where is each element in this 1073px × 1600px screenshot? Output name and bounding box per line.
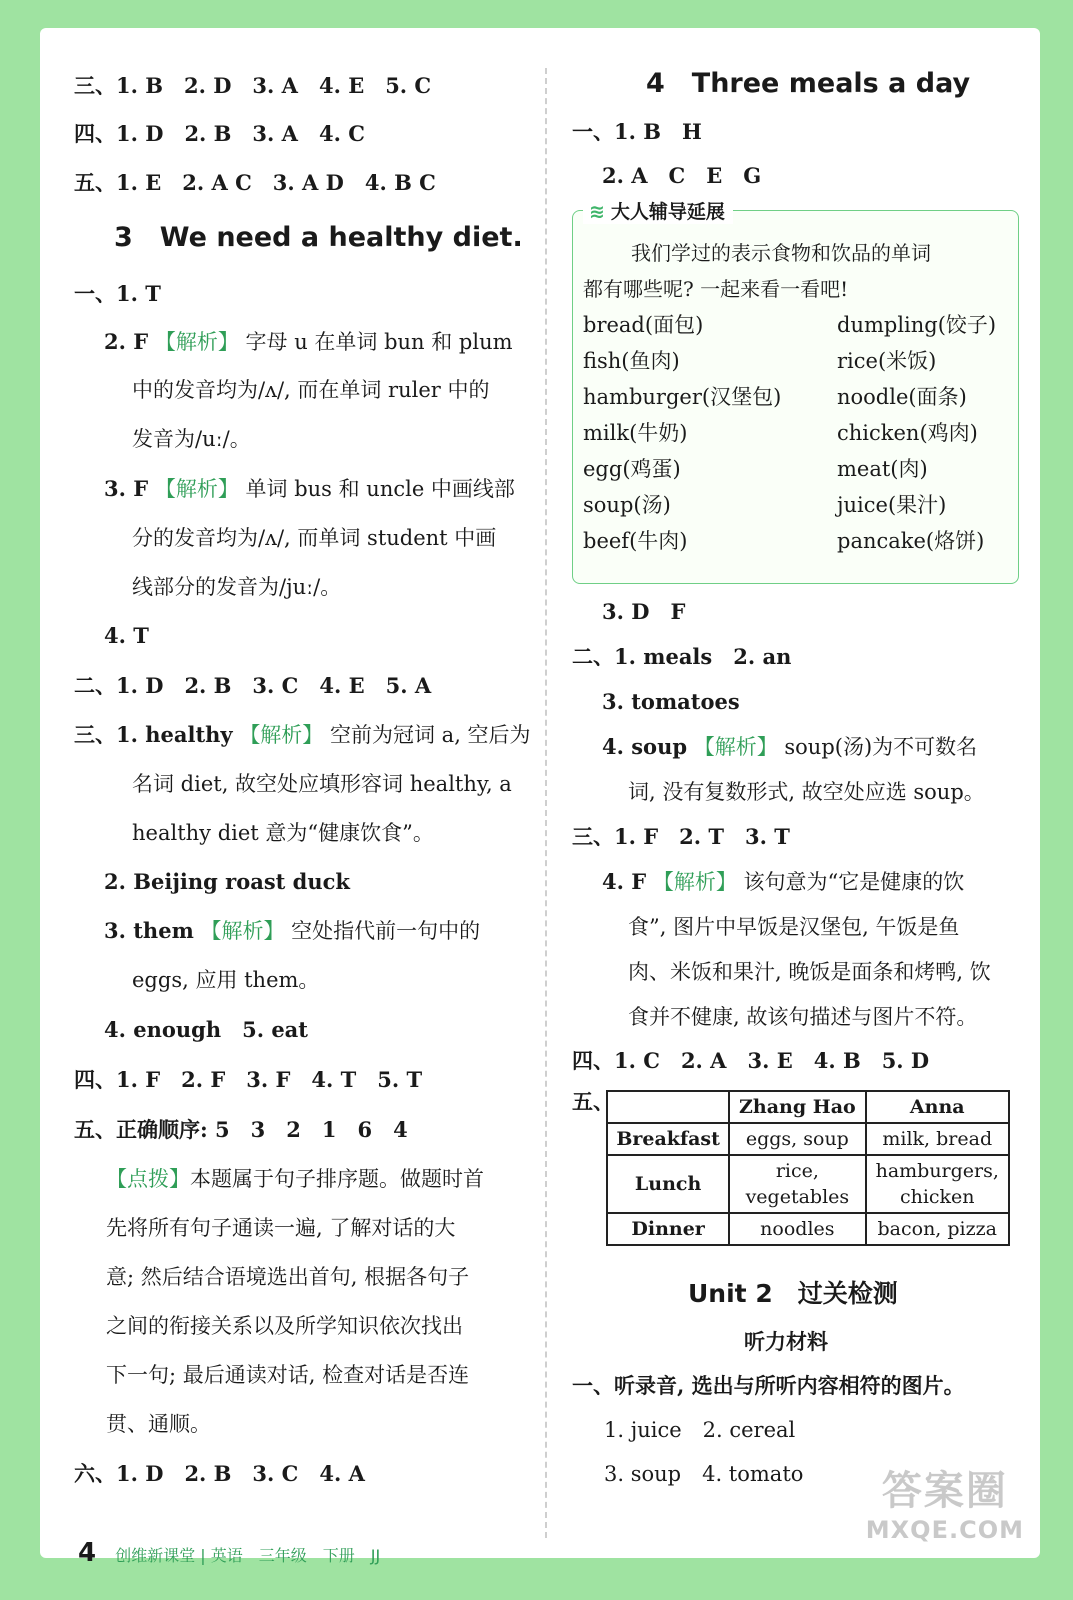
answer-line: 四、1. D 2. B 3. A 4. C — [74, 121, 365, 146]
answer-num: 2. F — [104, 329, 149, 354]
answer-line: 2. Beijing roast duck — [104, 869, 350, 894]
table-cell: milk, bread — [866, 1123, 1010, 1155]
analysis-text: 单词 bus 和 uncle 中画线部 — [245, 477, 515, 501]
page-sheet — [40, 28, 1040, 1568]
analysis-text: soup(汤)为不可数名 — [784, 735, 978, 759]
answer-line: 1. juice 2. cereal — [604, 1418, 796, 1442]
answer-line: 3. tomatoes — [602, 689, 740, 714]
meal-table — [606, 1090, 1010, 1246]
word-item: hamburger(汉堡包) — [583, 385, 782, 409]
analysis-text: 字母 u 在单词 bun 和 plum — [245, 330, 513, 354]
analysis-text: 发音为/uː/。 — [132, 427, 251, 451]
answer-num: 4. soup — [602, 734, 688, 759]
sub-heading: 听力材料 — [744, 1329, 828, 1354]
analysis-text: 食并不健康, 故该句描述与图片不符。 — [628, 1005, 978, 1029]
word-item: chicken(鸡肉) — [837, 421, 978, 445]
analysis-text: 词, 没有复数形式, 故空处应选 soup。 — [628, 780, 985, 804]
answer-line: 三、1. B 2. D 3. A 4. E 5. C — [74, 73, 432, 98]
table-header: Zhang Hao — [729, 1091, 865, 1123]
answer-line: 四、1. F 2. F 3. F 4. T 5. T — [74, 1067, 423, 1092]
answer-line — [104, 917, 480, 945]
table-header — [607, 1091, 729, 1123]
answer-line: 五、 — [572, 1089, 614, 1114]
watermark-text: MXQE.COM — [865, 1516, 1024, 1544]
answer-line: 4. T — [104, 623, 149, 648]
analysis-text: 肉、米饭和果汁, 晚饭是面条和烤鸭, 饮 — [628, 960, 991, 984]
box-intro: 都有哪些呢? 一起来看一看吧! — [583, 277, 849, 301]
word-item: bread(面包) — [583, 313, 704, 337]
watermark-text: 答案圈 — [881, 1468, 1008, 1514]
word-item: noodle(面条) — [837, 385, 967, 409]
analysis-text: 空处指代前一句中的 — [291, 919, 481, 943]
answer-line: 三、1. F 2. T 3. T — [572, 824, 790, 849]
answer-line: 六、1. D 2. B 3. C 4. A — [74, 1461, 365, 1486]
table-row-header: Breakfast — [607, 1123, 729, 1155]
table-row — [607, 1213, 1009, 1245]
analysis-text: eggs, 应用 them。 — [132, 968, 320, 992]
analysis-text: 线部分的发音为/juː/。 — [132, 575, 342, 599]
box-intro: 我们学过的表示食物和饮品的单词 — [631, 241, 931, 265]
answer-line: 2. A C E G — [602, 163, 762, 188]
word-item: juice(果汁) — [837, 493, 947, 517]
table-cell: bacon, pizza — [866, 1213, 1010, 1245]
answer-line: 四、1. C 2. A 3. E 4. B 5. D — [572, 1048, 930, 1073]
word-item: fish(鱼肉) — [583, 349, 680, 373]
word-item: egg(鸡蛋) — [583, 457, 681, 481]
column-divider — [545, 68, 547, 1538]
analysis-text: 该句意为“它是健康的饮 — [743, 870, 965, 894]
analysis-text: 名词 diet, 故空处应填形容词 healthy, a — [132, 772, 512, 796]
answer-line: 3. soup 4. tomato — [604, 1462, 804, 1486]
answer-line: 二、1. meals 2. an — [572, 644, 792, 669]
answer-line — [602, 868, 964, 896]
tutoring-box — [572, 201, 1019, 584]
answer-line: 二、1. D 2. B 3. C 4. E 5. A — [74, 673, 432, 698]
tip-line — [106, 1165, 484, 1193]
word-item: meat(肉) — [837, 457, 928, 481]
analysis-tag: 【解析】 — [693, 735, 778, 759]
table-row-header: Lunch — [607, 1155, 729, 1213]
analysis-tag: 【解析】 — [652, 870, 737, 894]
answer-line — [104, 475, 515, 503]
answer-line: 五、1. E 2. A C 3. A D 4. B C — [74, 170, 436, 195]
answer-line — [602, 733, 977, 761]
page-number: 4 — [78, 1538, 97, 1568]
footer-text: 创维新课堂 | 英语 三年级 下册 JJ — [115, 1546, 381, 1565]
word-item: dumpling(饺子) — [837, 313, 997, 337]
page-footer — [78, 1538, 380, 1568]
tip-text: 之间的衔接关系以及所学知识依次找出 — [106, 1314, 463, 1338]
word-item: rice(米饭) — [837, 349, 937, 373]
answer-line: 3. D F — [602, 599, 686, 624]
word-item: milk(牛奶) — [583, 421, 688, 445]
table-header: Anna — [866, 1091, 1010, 1123]
analysis-text: 分的发音均为/ʌ/, 而单词 student 中画 — [132, 526, 497, 550]
answer-line — [104, 328, 513, 356]
analysis-text: 中的发音均为/ʌ/, 而在单词 ruler 中的 — [132, 378, 490, 402]
table-row — [607, 1123, 1009, 1155]
lesson-heading: 3 We need a healthy diet. — [114, 222, 523, 253]
tip-text: 下一句; 最后通读对话, 检查对话是否连 — [106, 1363, 470, 1387]
table-cell: noodles — [729, 1213, 865, 1245]
word-item: beef(牛肉) — [583, 529, 688, 553]
table-row-header: Dinner — [607, 1213, 729, 1245]
watermark-logo — [866, 1459, 1024, 1544]
analysis-text: 食”, 图片中早饭是汉堡包, 午饭是鱼 — [628, 915, 960, 939]
answer-num: 三、1. healthy — [74, 722, 233, 747]
lesson-heading: 4 Three meals a day — [646, 68, 971, 99]
answer-line — [74, 721, 531, 749]
tip-text: 本题属于句子排序题。做题时首 — [190, 1167, 484, 1191]
analysis-tag: 【解析】 — [200, 919, 285, 943]
table-header-row — [607, 1091, 1009, 1123]
analysis-tag: 【解析】 — [239, 723, 324, 747]
table-cell: rice, vegetables — [729, 1155, 865, 1213]
table-cell: hamburgers, chicken — [866, 1155, 1010, 1213]
tip-text: 意; 然后结合语境选出首句, 根据各句子 — [106, 1265, 470, 1289]
answer-line: 一、1. B H — [572, 119, 702, 144]
word-item: pancake(烙饼) — [837, 529, 985, 553]
tip-text: 先将所有句子通读一遍, 了解对话的大 — [106, 1216, 456, 1240]
analysis-tag: 【解析】 — [154, 477, 239, 501]
unit-heading: Unit 2 过关检测 — [688, 1279, 898, 1308]
tip-tag: 【点拨】 — [106, 1167, 190, 1191]
answer-line: 一、听录音, 选出与所听内容相符的图片。 — [572, 1373, 965, 1398]
table-cell: eggs, soup — [729, 1123, 865, 1155]
answer-num: 3. F — [104, 476, 149, 501]
wave-icon: ≋ — [589, 201, 605, 223]
analysis-tag: 【解析】 — [154, 330, 239, 354]
analysis-text: healthy diet 意为“健康饮食”。 — [132, 821, 434, 845]
tip-text: 贯、通顺。 — [106, 1412, 211, 1436]
answer-num: 3. them — [104, 918, 194, 943]
word-item: soup(汤) — [583, 493, 671, 517]
table-row — [607, 1155, 1009, 1213]
answer-line: 4. enough 5. eat — [104, 1017, 308, 1042]
answer-line: 一、1. T — [74, 281, 161, 306]
answer-num: 4. F — [602, 869, 647, 894]
answer-line: 五、正确顺序: 5 3 2 1 6 4 — [74, 1117, 408, 1142]
analysis-text: 空前为冠词 a, 空后为 — [330, 723, 531, 747]
tutoring-box-title: ≋ 大人辅导延展 — [583, 197, 733, 224]
